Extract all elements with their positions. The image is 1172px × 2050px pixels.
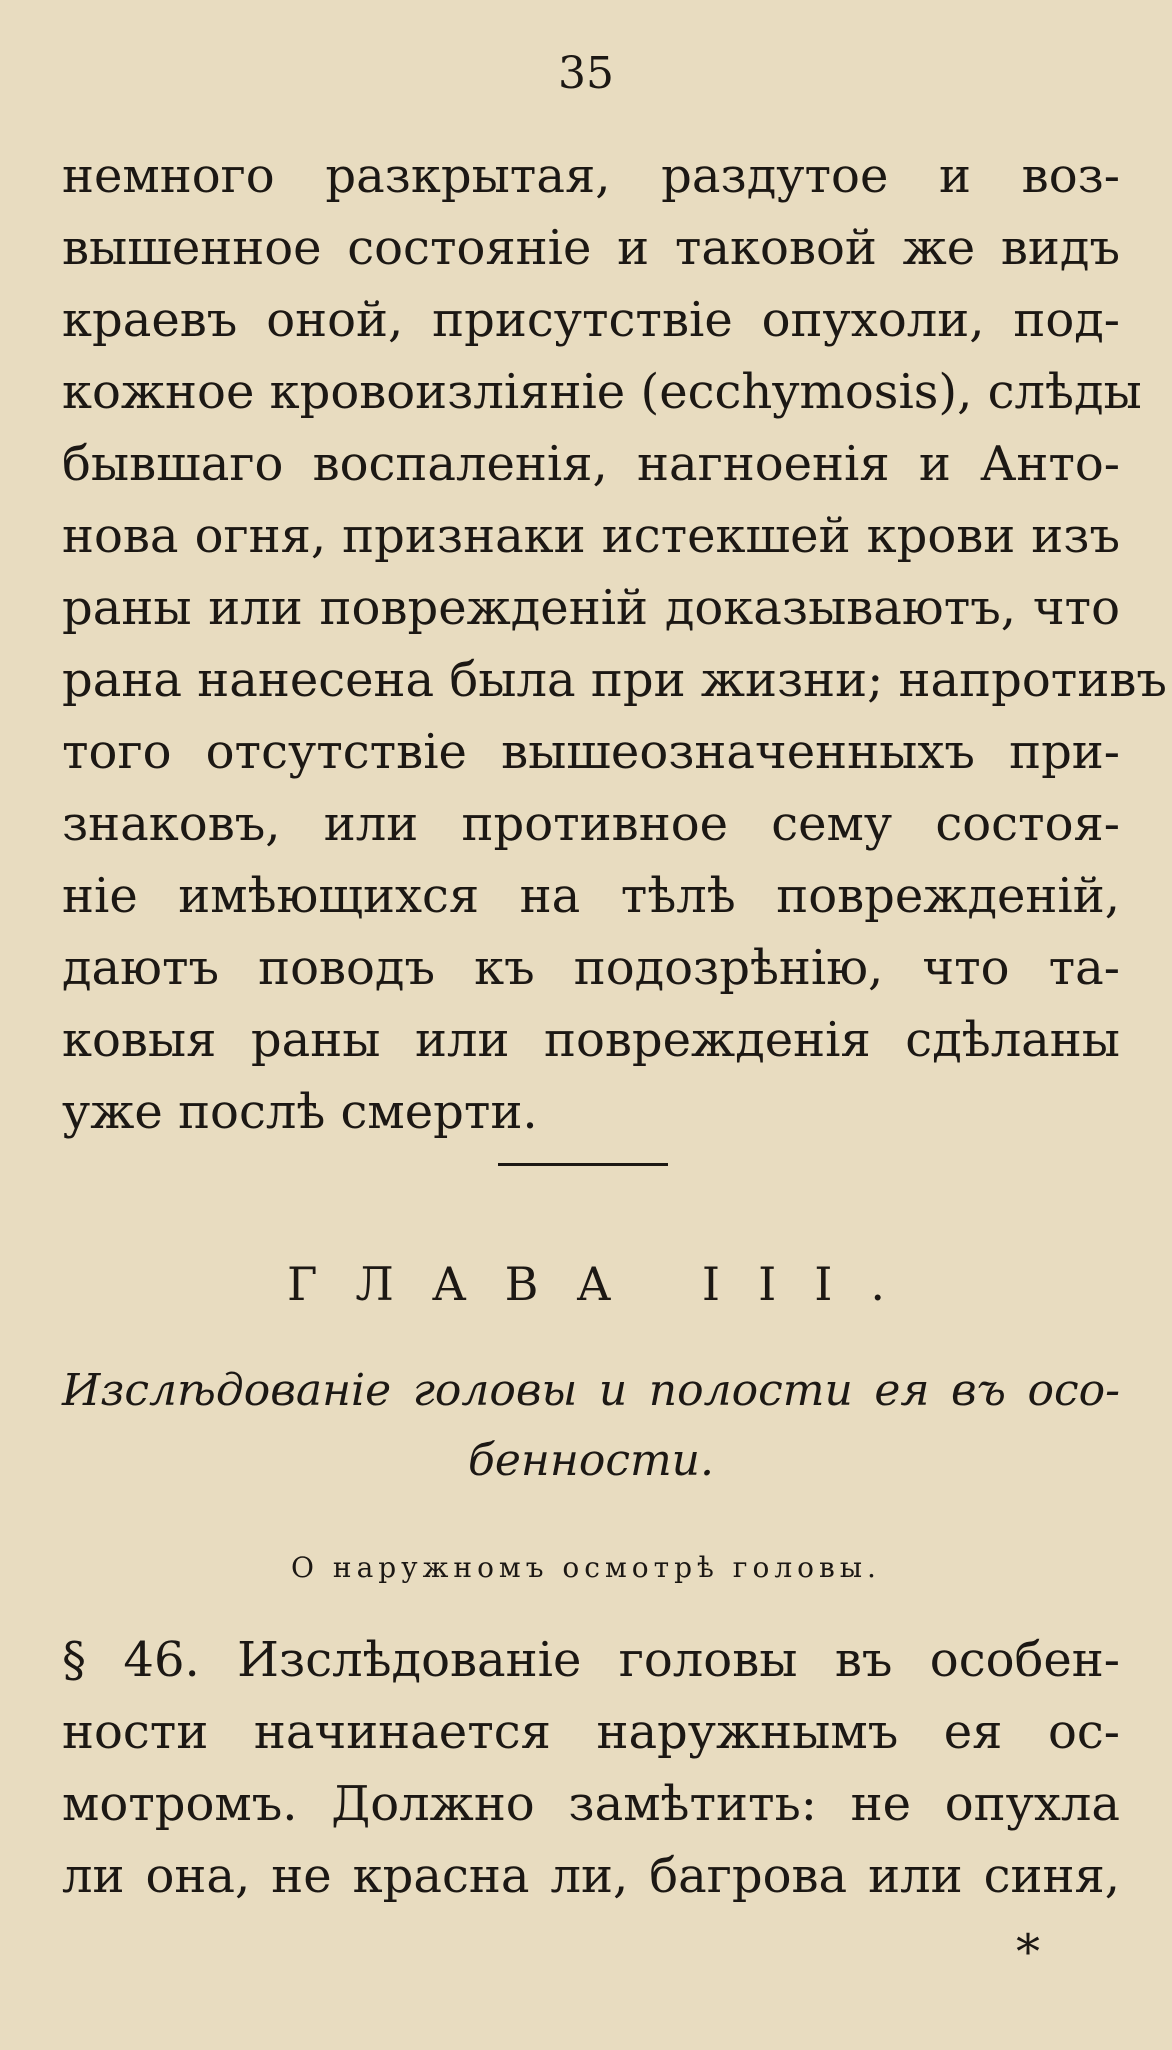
paragraph-2 bbox=[62, 1624, 1120, 1912]
text-line: нова огня, признаки истекшей крови изъ bbox=[62, 508, 1120, 564]
section-divider bbox=[498, 1163, 668, 1166]
text-line: мотромъ. Должно замѣтить: не опухла bbox=[62, 1776, 1120, 1832]
text-line: ніе имѣющихся на тѣлѣ поврежденій, bbox=[62, 868, 1120, 924]
section-heading: О наружномъ осмотрѣ головы. bbox=[291, 1551, 881, 1584]
text-line: краевъ оной, присутствіе опухоли, под- bbox=[62, 292, 1120, 348]
text-line: того отсутствіе вышеозначенныхъ при- bbox=[62, 724, 1120, 780]
text-line: бывшаго воспаленія, нагноенія и Анто- bbox=[62, 436, 1120, 492]
text-line: немного разкрытая, раздутое и воз- bbox=[62, 148, 1120, 204]
text-line: ли она, не красна ли, багрова или синя, bbox=[62, 1848, 1120, 1904]
text-line: рана нанесена была при жизни; напротивъ bbox=[62, 652, 1167, 708]
text-line: уже послѣ смерти. bbox=[62, 1084, 538, 1140]
text-line: раны или поврежденій доказываютъ, что bbox=[62, 580, 1120, 636]
text-line: вышенное состояніе и таковой же видъ bbox=[62, 220, 1120, 276]
text-line: кожное кровоизліяніе (ecchymosis), слѣды bbox=[62, 364, 1142, 420]
footer-mark: * bbox=[1016, 1924, 1040, 1980]
paragraph-1 bbox=[62, 140, 1167, 1148]
text-line: даютъ поводъ къ подозрѣнію, что та- bbox=[62, 940, 1120, 996]
chapter-subtitle bbox=[62, 1356, 1120, 1496]
text-line: ности начинается наружнымъ ея ос- bbox=[62, 1704, 1120, 1760]
subtitle-line: Изслѣдованіе головы и полости ея въ осо- bbox=[62, 1365, 1120, 1416]
text-line: ковыя раны или поврежденія сдѣланы bbox=[62, 1012, 1120, 1068]
page-number: 35 bbox=[558, 48, 614, 99]
chapter-title: ГЛАВА III. bbox=[286, 1257, 924, 1311]
subtitle-line: бенности. bbox=[467, 1435, 715, 1486]
text-line: § 46. Изслѣдованіе головы въ особен- bbox=[62, 1632, 1120, 1688]
text-line: знаковъ, или противное сему состоя- bbox=[62, 796, 1120, 852]
